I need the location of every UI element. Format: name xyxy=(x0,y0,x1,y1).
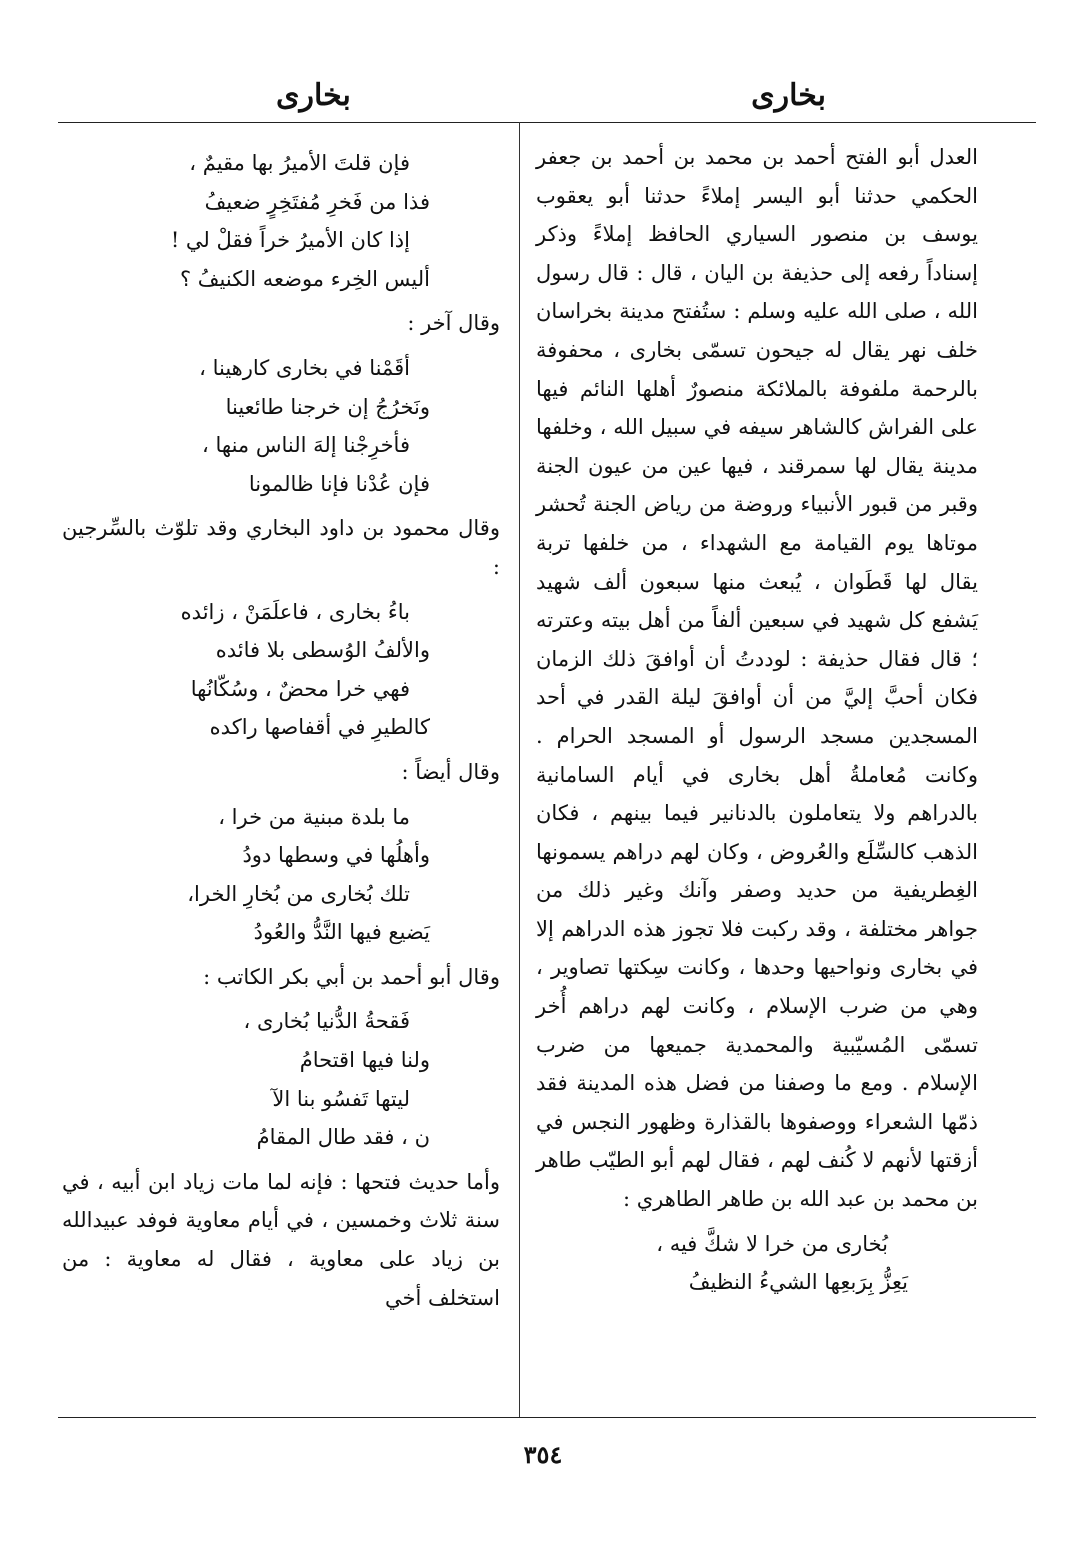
verse-line: تلك بُخارى من بُخارِ الخرا، xyxy=(187,881,410,906)
verse-line: إذا كان الأميرُ خراً فقلْ لي ! xyxy=(170,228,410,253)
verse-line: فهي خرا محضٌ ، وسُكّانُها xyxy=(190,676,410,701)
verse-line: ونَخرُجُ إن خرجنا طائعينا xyxy=(225,394,430,419)
verse-line: فَقحةُ الدُّنيا بُخارى ، xyxy=(243,1009,410,1034)
right-column xyxy=(536,138,978,1308)
verse-block-3 xyxy=(62,593,500,747)
verse-line: ليتها تَفسُو بنا الآ xyxy=(272,1086,410,1111)
verse-line: وأهلُها في وسطها دودُ xyxy=(242,843,430,868)
column-divider xyxy=(519,122,520,1417)
verse-line: أقَمْنا في بخارى كارهينا ، xyxy=(199,355,410,380)
verse-line: ولنا فيها اقتحامُ xyxy=(299,1048,430,1073)
poem-intro: وقال أبو أحمد بن أبي بكر الكاتب : xyxy=(203,964,500,989)
header-rule xyxy=(58,122,1036,123)
verse-line: باءُ بخارى ، فاعلَمَنْ ، زائده xyxy=(180,599,410,624)
verse-block-4 xyxy=(62,798,500,952)
verse-block-2 xyxy=(62,349,500,503)
verse-line: فأخرِجْنا إلهَ الناس منها ، xyxy=(202,433,410,458)
verse-block-5 xyxy=(62,1002,500,1156)
left-column-final-paragraph: وأما حديث فتحها : فإنه لما مات زياد ابن أبيه ، في سنة ثلاث وخمسين ، في أيام معاوية فوفد عبيدالله بن زياد على معاوية ، فقال له معاوية : من استخلف أخي xyxy=(62,1169,500,1310)
verse-line: ما بلدة مبنية من خرا ، xyxy=(218,804,410,829)
verse-line: فإن عُدْنا فإنا ظالمونا xyxy=(248,471,430,496)
left-column xyxy=(62,138,500,1317)
poem-intro: وقال محمود بن داود البخاري وقد تلوّث بالسِّرجين : xyxy=(62,516,500,579)
verse-block-1 xyxy=(62,144,500,298)
verse-line: والألفُ الوُسطى بلا فائده xyxy=(215,638,430,663)
running-head-right: بخارى xyxy=(751,78,826,113)
verse-line: ن ، فقد طال المقامُ xyxy=(256,1125,430,1150)
page-number: ٣٥٤ xyxy=(523,1440,563,1469)
verse-line: أليس الخِرء موضعه الكنيفُ ؟ xyxy=(179,266,430,291)
poem-intro: وقال آخر : xyxy=(407,311,500,336)
footer-rule xyxy=(58,1417,1036,1418)
right-column-paragraph: العدل أبو الفتح أحمد بن محمد بن أحمد بن جعفر الحكمي حدثنا أبو اليسر إملاءً حدثنا أبو يعقوب يوسف بن منصور السياري الحافظ إملاءً وذكر إسناداً رفعه إلى حذيفة بن اليان ، قال : قال رسول الله ، صلى الله عليه وسلم : ستُفتح مدينة بخراسان خلف نهر يقال له جيحون تسمّى بخارى ، محفوفة بالرحمة ملفوفة بالملائكة منصورٌ أهلها النائم فيها على الفراش كالشاهر سيفه في سبيل الله ، وخلفها مدينة يقال لها سمرقند ، فيها عين من عيون الجنة وقبر من قبور الأنبياء وروضة من رياض الجنة تُحشر موتاها يوم القيامة مع الشهداء ، من خلفها تربة يقال لها قَطَوان ، يُبعث منها سبعون ألف شهيد يَشفع كل شهيد في سبعين ألفاً من أهل بيته وعترته ؛ قال فقال حذيفة : لوددتُ أن أوافقَ ذلك الزمان فكان أحبَّ إليَّ من أن أوافقَ ليلة القدر في أحد المسجدين مسجد الرسول أو المسجد الحرام . وكانت مُعاملةُ أهل بخارى في أيام السامانية بالدراهم ولا يتعاملون بالدنانير فيما بينهم ، فكان الذهب كالسِّلَع والعُروض ، وكان لهم دراهم يسمونها الغِطريفية من حديد وصفر وآنك وغير ذلك من جواهر مختلفة ، وقد ركبت فلا تجوز هذه الدراهم إلا في بخارى ونواحيها وحدها ، وكانت سِكتها تصاوير ، وهي من ضرب الإسلام ، وكانت لهم دراهم أُخر تسمّى المُسيّبية والمحمدية جميعها من ضرب الإسلام . ومع ما وصفنا من فضل هذه المدينة فقد ذمّها الشعراء ووصفوها بالقذارة وظهور النجس في أزقتها لأنهم لا كُنف لهم ، فقال لهم أبو الطيّب طاهر بن محمد بن عبد الله بن طاهر الطاهري : xyxy=(536,145,978,1212)
verse-line: بُخارى من خرا لا شكَّ فيه ، xyxy=(656,1231,888,1256)
verse-line: فذا من فَخرِ مُفتَخِرٍ ضعيفُ xyxy=(204,189,430,214)
verse-line: يَعِزُّ بِرَبعِها الشيءُ النظيفُ xyxy=(688,1270,908,1295)
verse-line: كالطيرِ في أقفاصها راكده xyxy=(209,715,430,740)
running-head-left: بخارى xyxy=(276,78,351,113)
verse-line: يَضيع فيها النَّدُّ والعُودُ xyxy=(253,920,430,945)
poem-intro: وقال أيضاً : xyxy=(401,759,500,784)
right-column-verse xyxy=(536,1225,978,1302)
verse-line: فإن قلتَ الأميرُ بها مقيمٌ ، xyxy=(189,151,410,175)
